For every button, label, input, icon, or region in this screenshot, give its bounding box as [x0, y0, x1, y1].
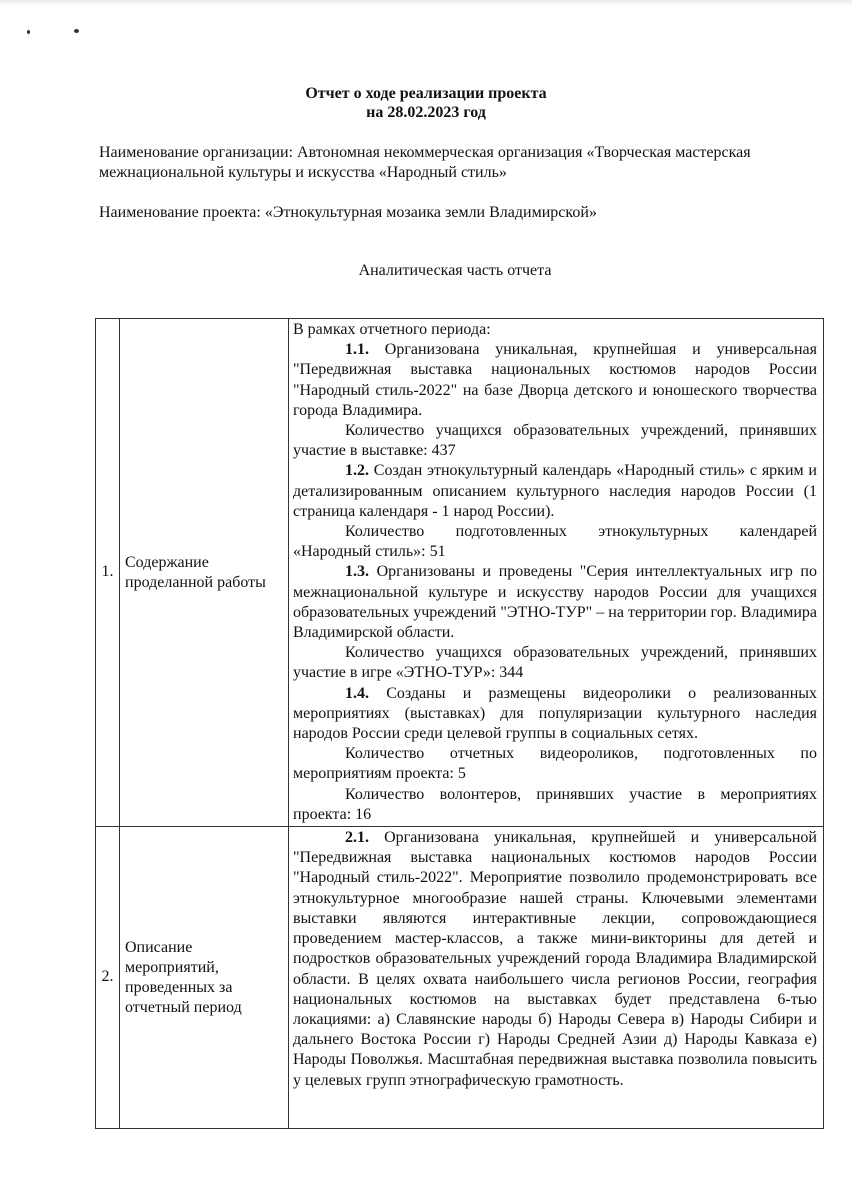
- scan-edge-artifact: [0, 0, 852, 6]
- content-paragraph: Количество отчетных видеороликов, подготовленных по мероприятиям проекта: 5: [293, 745, 817, 783]
- organization-line-2: межнациональной культуры и искусства «Народный стиль»: [99, 164, 507, 181]
- table-row: [96, 319, 824, 827]
- row-content: [289, 319, 824, 827]
- row-content: [289, 827, 824, 1129]
- content-paragraph: 2.1. Организована уникальная, крупнейшей и универсальной "Передвижная выставка национальных костюмов народов России "Народный стиль-2022". Мероприятие позволило продемонстрировать все этнокультурное многообразие нашей страны. Ключевыми элементами выставки являются интерактивные лекции, сопровождающиеся проведением мастер-классов, а также мини-викторины для детей и подростков образовательных учреждений города Владимира Владимирской области. В целях охвата наибольшего числа регионов России, география национальных костюмов на выставках будет представлена 6-тью локациями: а) Славянские народы б) Народы Севера в) Народы Сибири и дальнего Востока России г) Народы Средней Азии д) Народы Кавказа е) Народы Поволжья. Масштабная передвижная выставка позволила повысить у целевых групп этнографическую грамотность.: [293, 829, 817, 1089]
- row-label: Содержание проделанной работы: [120, 319, 289, 827]
- scan-speck: [74, 29, 79, 33]
- row-number: 1.: [96, 319, 120, 827]
- scan-speck: [27, 30, 30, 34]
- report-title: Отчет о ходе реализации проекта: [305, 85, 547, 102]
- content-paragraph: 1.3. Организованы и проведены "Серия интеллектуальных игр по межнациональной культуре и искусству народов России для учащихся образовательных учреждений "ЭТНО-ТУР" – на территории гор. Владимира Владимирской области.: [293, 563, 817, 642]
- row-label: Описание мероприятий, проведенных за отчетный период: [120, 827, 289, 1129]
- project-name: Наименование проекта: «Этнокультурная мозаика земли Владимирской»: [99, 204, 597, 221]
- section-title: Аналитическая часть отчета: [358, 262, 552, 279]
- organization-line-1: Наименование организации: Автономная некоммерческая организация «Творческая мастерская: [99, 144, 751, 161]
- content-paragraph: 1.1. Организована уникальная, крупнейшая и универсальная "Передвижная выставка национальных костюмов народов России "Народный стиль-2022" на базе Дворца детского и юношеского творчества города Владимира.: [293, 341, 817, 419]
- content-paragraph: Количество подготовленных этнокультурных календарей «Народный стиль»: 51: [293, 523, 817, 561]
- content-paragraph: Количество учащихся образовательных учреждений, принявших участие в игре «ЭТНО-ТУР»: 344: [293, 644, 817, 682]
- row-number: 2.: [96, 827, 120, 1129]
- table-row: [96, 827, 824, 1129]
- content-paragraph: Количество учащихся образовательных учреждений, принявших участие в выставке: 437: [293, 422, 817, 460]
- content-paragraph: 1.2. Создан этнокультурный календарь «Народный стиль» с ярким и детализированным описанием культурного наследия народов России (1 страница календаря - 1 народ России).: [293, 462, 817, 520]
- content-paragraph: 1.4. Созданы и размещены видеоролики о реализованных мероприятиях (выставках) для популяризации культурного наследия народов России среди целевой группы в социальных сетях.: [293, 684, 817, 743]
- content-paragraph: Количество волонтеров, принявших участие в мероприятиях проекта: 16: [293, 785, 817, 823]
- report-table: [95, 318, 824, 1129]
- report-date: на 28.02.2023 год: [366, 104, 486, 121]
- content-paragraph: В рамках отчетного периода:: [293, 321, 491, 338]
